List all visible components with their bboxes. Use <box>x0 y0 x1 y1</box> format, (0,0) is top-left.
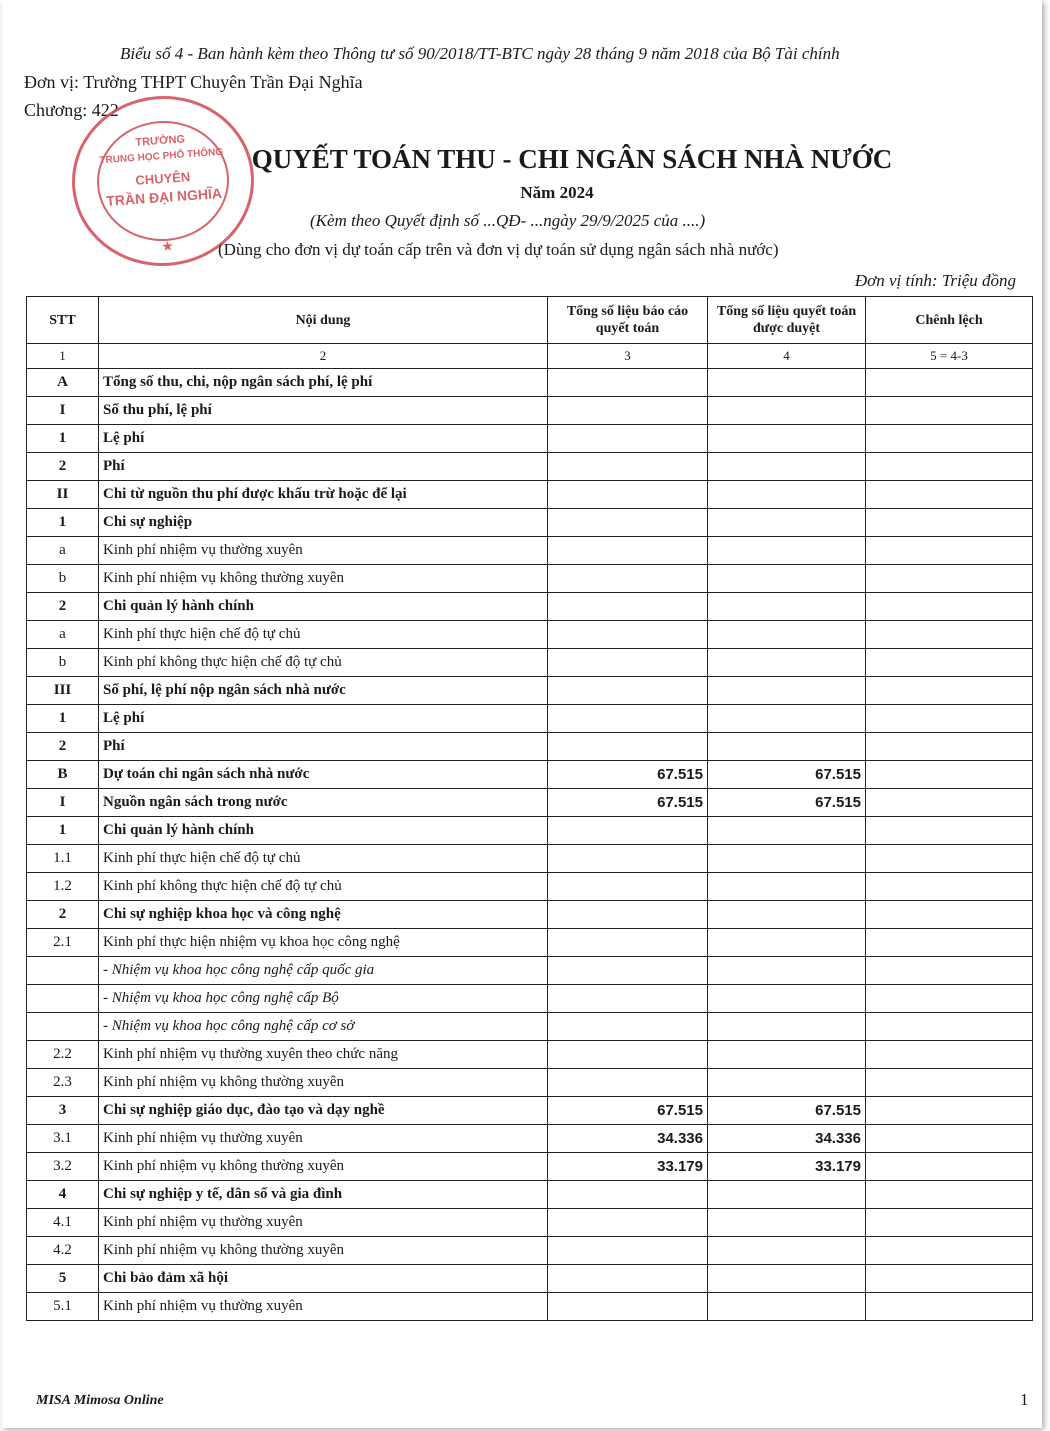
row-reported-cell <box>548 621 708 649</box>
table-row <box>27 1125 1033 1153</box>
column-number-row <box>27 344 1033 369</box>
table-header-row <box>27 297 1033 344</box>
row-content-cell: Chi quản lý hành chính <box>99 817 548 845</box>
row-content-cell: Số phí, lệ phí nộp ngân sách nhà nước <box>99 677 548 705</box>
row-approved-cell <box>708 509 866 537</box>
row-stt-cell: 1 <box>27 425 99 453</box>
row-reported-cell: 34.336 <box>548 1125 708 1153</box>
row-difference-cell <box>866 761 1033 789</box>
row-difference-cell <box>866 537 1033 565</box>
col-number-1: 1 <box>27 344 99 369</box>
col-number-4: 4 <box>708 344 866 369</box>
row-stt-cell: 1.1 <box>27 845 99 873</box>
row-reported-cell <box>548 593 708 621</box>
table-row <box>27 1069 1033 1097</box>
row-reported-cell <box>548 985 708 1013</box>
chapter-code: Chương: 422 <box>24 100 119 120</box>
row-approved-cell <box>708 845 866 873</box>
page-number: 1 <box>1020 1390 1029 1409</box>
row-difference-cell <box>866 425 1033 453</box>
table-row <box>27 649 1033 677</box>
table-row <box>27 1041 1033 1069</box>
col-number-5: 5 = 4-3 <box>866 344 1033 369</box>
row-difference-cell <box>866 1153 1033 1181</box>
table-row <box>27 733 1033 761</box>
row-reported-cell <box>548 817 708 845</box>
row-approved-cell <box>708 929 866 957</box>
row-content-cell: Kinh phí nhiệm vụ thường xuyên theo chức năng <box>99 1041 548 1069</box>
seal-star-icon: ★ <box>160 239 175 256</box>
header-reported-total: Tổng số liệu báo cáo quyết toán <box>548 297 708 344</box>
table-row <box>27 677 1033 705</box>
row-approved-cell: 33.179 <box>708 1153 866 1181</box>
row-difference-cell <box>866 957 1033 985</box>
header-stt: STT <box>27 297 99 344</box>
row-approved-cell <box>708 1293 866 1321</box>
row-content-cell: - Nhiệm vụ khoa học công nghệ cấp cơ sở <box>99 1013 548 1041</box>
seal-line-1: TRƯỜNG <box>135 133 186 149</box>
row-reported-cell <box>548 901 708 929</box>
row-approved-cell <box>708 649 866 677</box>
row-difference-cell <box>866 593 1033 621</box>
row-reported-cell <box>548 1265 708 1293</box>
row-reported-cell <box>548 537 708 565</box>
row-content-cell: Kinh phí không thực hiện chế độ tự chủ <box>99 649 548 677</box>
row-approved-cell <box>708 817 866 845</box>
table-body <box>27 369 1033 1321</box>
header-approved-total: Tổng số liệu quyết toán được duyệt <box>708 297 866 344</box>
row-reported-cell <box>548 929 708 957</box>
row-stt-cell: 2 <box>27 733 99 761</box>
row-approved-cell <box>708 957 866 985</box>
row-reported-cell: 67.515 <box>548 1097 708 1125</box>
row-stt-cell: a <box>27 537 99 565</box>
row-difference-cell <box>866 621 1033 649</box>
row-stt-cell: 4.2 <box>27 1237 99 1265</box>
table-row <box>27 621 1033 649</box>
table-row <box>27 845 1033 873</box>
row-reported-cell <box>548 481 708 509</box>
row-content-cell: - Nhiệm vụ khoa học công nghệ cấp quốc gia <box>99 957 548 985</box>
row-content-cell: Kinh phí nhiệm vụ không thường xuyên <box>99 565 548 593</box>
row-difference-cell <box>866 1125 1033 1153</box>
row-reported-cell <box>548 957 708 985</box>
row-difference-cell <box>866 1069 1033 1097</box>
row-content-cell: Chi sự nghiệp y tế, dân số và gia đình <box>99 1181 548 1209</box>
row-content-cell: Chi bảo đảm xã hội <box>99 1265 548 1293</box>
row-approved-cell: 34.336 <box>708 1125 866 1153</box>
row-stt-cell <box>27 1013 99 1041</box>
row-stt-cell: 5 <box>27 1265 99 1293</box>
table-row <box>27 901 1033 929</box>
row-approved-cell <box>708 537 866 565</box>
row-difference-cell <box>866 1237 1033 1265</box>
row-stt-cell <box>27 957 99 985</box>
table-row <box>27 509 1033 537</box>
row-approved-cell <box>708 1209 866 1237</box>
table-row <box>27 761 1033 789</box>
row-stt-cell: 4.1 <box>27 1209 99 1237</box>
row-difference-cell <box>866 369 1033 397</box>
row-content-cell: Kinh phí nhiệm vụ không thường xuyên <box>99 1069 548 1097</box>
row-stt-cell: 3 <box>27 1097 99 1125</box>
row-content-cell: Phí <box>99 453 548 481</box>
row-approved-cell <box>708 565 866 593</box>
table-row <box>27 1181 1033 1209</box>
row-difference-cell <box>866 649 1033 677</box>
row-reported-cell <box>548 705 708 733</box>
row-approved-cell <box>708 397 866 425</box>
row-approved-cell <box>708 733 866 761</box>
row-content-cell: Kinh phí nhiệm vụ thường xuyên <box>99 537 548 565</box>
row-stt-cell: I <box>27 397 99 425</box>
row-stt-cell: 2.2 <box>27 1041 99 1069</box>
row-content-cell: Chi sự nghiệp giáo dục, đào tạo và dạy nghề <box>99 1097 548 1125</box>
row-difference-cell <box>866 509 1033 537</box>
row-content-cell: Kinh phí không thực hiện chế độ tự chủ <box>99 873 548 901</box>
row-content-cell: Chi từ nguồn thu phí được khấu trừ hoặc để lại <box>99 481 548 509</box>
report-year: Năm 2024 <box>520 183 594 202</box>
document-page <box>2 0 1042 1428</box>
row-content-cell: Kinh phí nhiệm vụ thường xuyên <box>99 1209 548 1237</box>
table-row <box>27 985 1033 1013</box>
table-row <box>27 481 1033 509</box>
row-content-cell: Chi sự nghiệp <box>99 509 548 537</box>
row-content-cell: - Nhiệm vụ khoa học công nghệ cấp Bộ <box>99 985 548 1013</box>
row-approved-cell <box>708 1069 866 1097</box>
row-content-cell: Kinh phí thực hiện chế độ tự chủ <box>99 621 548 649</box>
row-stt-cell: 3.1 <box>27 1125 99 1153</box>
row-approved-cell <box>708 677 866 705</box>
row-difference-cell <box>866 733 1033 761</box>
row-reported-cell <box>548 677 708 705</box>
table-row <box>27 705 1033 733</box>
row-reported-cell <box>548 733 708 761</box>
row-reported-cell <box>548 1209 708 1237</box>
row-content-cell: Tổng số thu, chi, nộp ngân sách phí, lệ phí <box>99 369 548 397</box>
usage-note: (Dùng cho đơn vị dự toán cấp trên và đơn vị dự toán sử dụng ngân sách nhà nước) <box>218 240 779 259</box>
row-content-cell: Số thu phí, lệ phí <box>99 397 548 425</box>
row-stt-cell: 2 <box>27 453 99 481</box>
table-row <box>27 397 1033 425</box>
row-content-cell: Lệ phí <box>99 705 548 733</box>
row-approved-cell <box>708 1181 866 1209</box>
row-difference-cell <box>866 705 1033 733</box>
row-approved-cell <box>708 1041 866 1069</box>
document-title: QUYẾT TOÁN THU - CHI NGÂN SÁCH NHÀ NƯỚC <box>251 144 893 174</box>
table-row <box>27 1013 1033 1041</box>
row-content-cell: Kinh phí nhiệm vụ thường xuyên <box>99 1293 548 1321</box>
row-stt-cell: 1 <box>27 705 99 733</box>
row-content-cell: Phí <box>99 733 548 761</box>
row-reported-cell: 33.179 <box>548 1153 708 1181</box>
row-stt-cell: A <box>27 369 99 397</box>
row-reported-cell <box>548 845 708 873</box>
row-stt-cell: 3.2 <box>27 1153 99 1181</box>
settlement-table <box>26 296 1033 1321</box>
table-row <box>27 1237 1033 1265</box>
row-difference-cell <box>866 1293 1033 1321</box>
col-number-3: 3 <box>548 344 708 369</box>
col-number-2: 2 <box>99 344 548 369</box>
table-row <box>27 453 1033 481</box>
row-reported-cell <box>548 565 708 593</box>
row-content-cell: Chi quản lý hành chính <box>99 593 548 621</box>
row-approved-cell <box>708 1237 866 1265</box>
currency-unit: Đơn vị tính: Triệu đồng <box>854 271 1016 290</box>
row-stt-cell: B <box>27 761 99 789</box>
row-stt-cell: 1.2 <box>27 873 99 901</box>
header-difference: Chênh lệch <box>866 297 1033 344</box>
row-stt-cell: II <box>27 481 99 509</box>
row-difference-cell <box>866 677 1033 705</box>
row-stt-cell: III <box>27 677 99 705</box>
footer-app-name: MISA Mimosa Online <box>36 1393 164 1408</box>
row-content-cell: Kinh phí nhiệm vụ không thường xuyên <box>99 1237 548 1265</box>
row-stt-cell <box>27 985 99 1013</box>
table-row <box>27 1097 1033 1125</box>
row-approved-cell <box>708 369 866 397</box>
seal-line-4: TRẦN ĐẠI NGHĨA <box>105 184 223 209</box>
row-difference-cell <box>866 1265 1033 1293</box>
row-difference-cell <box>866 1041 1033 1069</box>
attachment-note: (Kèm theo Quyết định số ...QĐ- ...ngày 29/9/2025 của ....) <box>310 211 706 230</box>
row-content-cell: Chi sự nghiệp khoa học và công nghệ <box>99 901 548 929</box>
row-stt-cell: 1 <box>27 817 99 845</box>
row-stt-cell: 2 <box>27 901 99 929</box>
row-difference-cell <box>866 397 1033 425</box>
row-difference-cell <box>866 789 1033 817</box>
row-stt-cell: 2.3 <box>27 1069 99 1097</box>
header-content: Nội dung <box>99 297 548 344</box>
row-content-cell: Kinh phí nhiệm vụ không thường xuyên <box>99 1153 548 1181</box>
table-row <box>27 789 1033 817</box>
row-difference-cell <box>866 873 1033 901</box>
table-row <box>27 565 1033 593</box>
table-row <box>27 1293 1033 1321</box>
table-row <box>27 425 1033 453</box>
row-approved-cell <box>708 621 866 649</box>
row-content-cell: Nguồn ngân sách trong nước <box>99 789 548 817</box>
row-content-cell: Kinh phí thực hiện chế độ tự chủ <box>99 845 548 873</box>
table-row <box>27 1153 1033 1181</box>
row-content-cell: Kinh phí nhiệm vụ thường xuyên <box>99 1125 548 1153</box>
row-approved-cell <box>708 1013 866 1041</box>
row-difference-cell <box>866 1013 1033 1041</box>
row-stt-cell: 1 <box>27 509 99 537</box>
row-difference-cell <box>866 565 1033 593</box>
row-stt-cell: b <box>27 649 99 677</box>
row-difference-cell <box>866 453 1033 481</box>
row-content-cell: Dự toán chi ngân sách nhà nước <box>99 761 548 789</box>
row-reported-cell: 67.515 <box>548 789 708 817</box>
row-approved-cell <box>708 593 866 621</box>
row-reported-cell <box>548 1181 708 1209</box>
row-approved-cell <box>708 705 866 733</box>
row-reported-cell <box>548 369 708 397</box>
table-row <box>27 817 1033 845</box>
seal-line-3: CHUYÊN <box>134 169 191 188</box>
row-approved-cell <box>708 425 866 453</box>
row-reported-cell <box>548 1293 708 1321</box>
row-difference-cell <box>866 817 1033 845</box>
row-content-cell: Kinh phí thực hiện nhiệm vụ khoa học công nghệ <box>99 929 548 957</box>
row-difference-cell <box>866 901 1033 929</box>
unit-name: Đơn vị: Trường THPT Chuyên Trần Đại Nghĩa <box>24 72 363 92</box>
seal-line-2: TRUNG HỌC PHỔ THÔNG <box>99 146 224 167</box>
row-approved-cell: 67.515 <box>708 789 866 817</box>
row-reported-cell <box>548 1237 708 1265</box>
row-approved-cell <box>708 453 866 481</box>
row-difference-cell <box>866 481 1033 509</box>
row-approved-cell: 67.515 <box>708 1097 866 1125</box>
row-content-cell: Lệ phí <box>99 425 548 453</box>
row-approved-cell <box>708 985 866 1013</box>
table-row <box>27 873 1033 901</box>
table-row <box>27 369 1033 397</box>
row-difference-cell <box>866 1097 1033 1125</box>
row-reported-cell <box>548 1013 708 1041</box>
row-stt-cell: I <box>27 789 99 817</box>
table-row <box>27 929 1033 957</box>
row-difference-cell <box>866 985 1033 1013</box>
row-reported-cell: 67.515 <box>548 761 708 789</box>
row-difference-cell <box>866 1209 1033 1237</box>
table-row <box>27 1265 1033 1293</box>
row-difference-cell <box>866 845 1033 873</box>
row-reported-cell <box>548 1069 708 1097</box>
row-difference-cell <box>866 1181 1033 1209</box>
row-reported-cell <box>548 649 708 677</box>
row-approved-cell <box>708 481 866 509</box>
row-stt-cell: b <box>27 565 99 593</box>
row-reported-cell <box>548 873 708 901</box>
table-row <box>27 1209 1033 1237</box>
row-reported-cell <box>548 397 708 425</box>
row-approved-cell <box>708 873 866 901</box>
row-stt-cell: 2.1 <box>27 929 99 957</box>
row-stt-cell: a <box>27 621 99 649</box>
table-row <box>27 537 1033 565</box>
row-reported-cell <box>548 1041 708 1069</box>
row-stt-cell: 5.1 <box>27 1293 99 1321</box>
row-difference-cell <box>866 929 1033 957</box>
row-approved-cell <box>708 901 866 929</box>
row-reported-cell <box>548 425 708 453</box>
row-reported-cell <box>548 453 708 481</box>
row-stt-cell: 4 <box>27 1181 99 1209</box>
table-row <box>27 593 1033 621</box>
row-stt-cell: 2 <box>27 593 99 621</box>
row-approved-cell <box>708 1265 866 1293</box>
row-reported-cell <box>548 509 708 537</box>
row-approved-cell: 67.515 <box>708 761 866 789</box>
form-reference-note: Biểu số 4 - Ban hành kèm theo Thông tư số 90/2018/TT-BTC ngày 28 tháng 9 năm 2018 của Bộ Tài chính <box>120 44 840 63</box>
table-row <box>27 957 1033 985</box>
